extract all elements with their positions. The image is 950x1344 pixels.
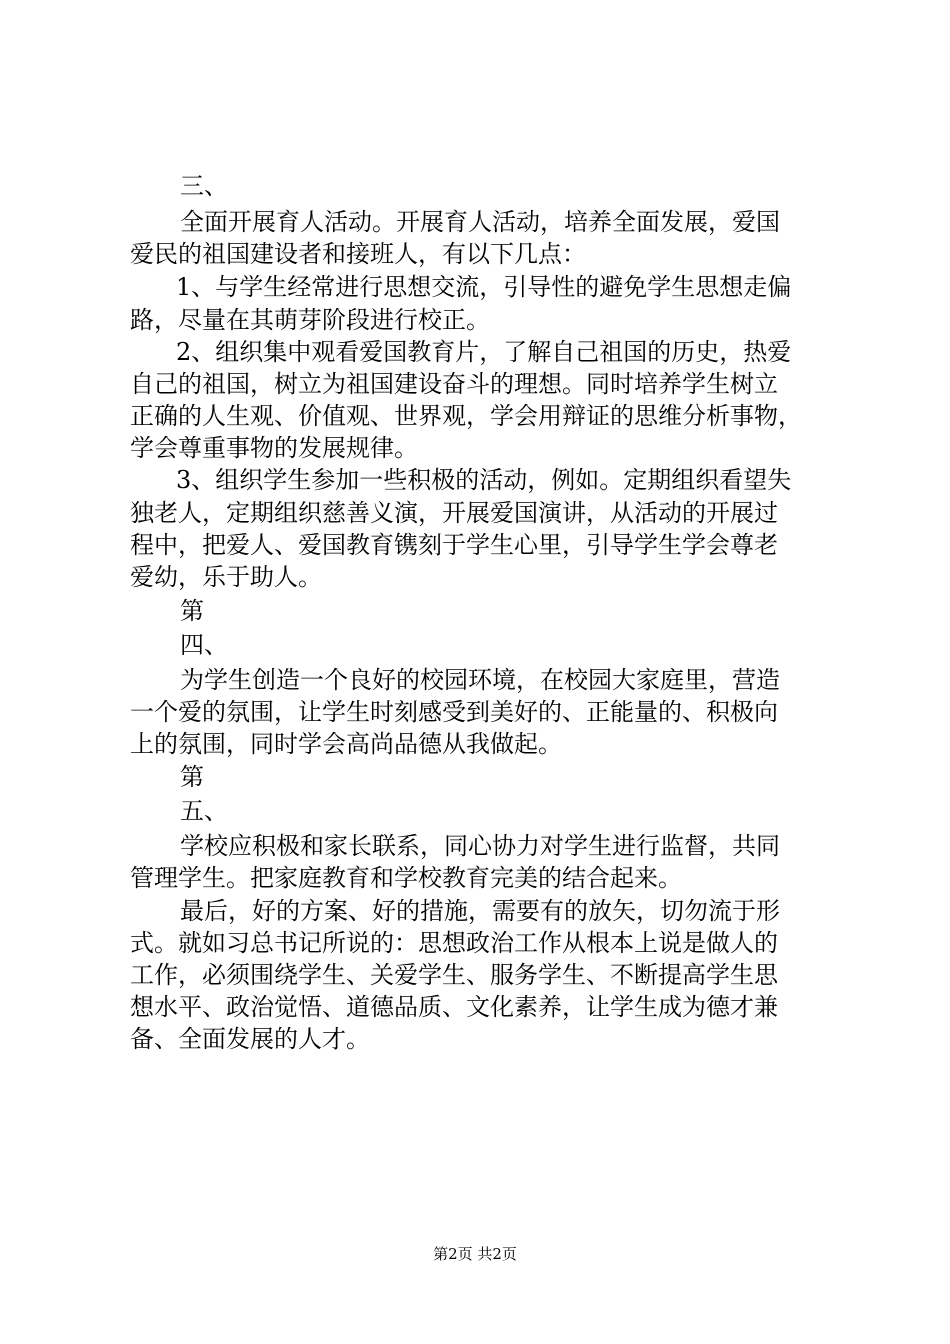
section-prefix: 第 bbox=[180, 763, 204, 791]
paragraph-line: 路，尽量在其萌芽阶段进行校正。 bbox=[130, 306, 490, 334]
paragraph-line: 自己的祖国，树立为祖国建设奋斗的理想。同时培养学生树立 bbox=[130, 370, 778, 398]
paragraph-line: 学校应积极和家长联系，同心协力对学生进行监督，共同 bbox=[180, 832, 780, 860]
paragraph-line: 正确的人生观、价值观、世界观，学会用辩证的思维分析事物， bbox=[130, 402, 802, 430]
paragraph-line: 为学生创造一个良好的校园环境，在校园大家庭里，营造 bbox=[180, 666, 780, 694]
paragraph-line: 想水平、政治觉悟、道德品质、文化素养，让学生成为德才兼 bbox=[130, 993, 778, 1021]
paragraph-line: 程中，把爱人、爱国教育镌刻于学生心里，引导学生学会尊老 bbox=[130, 531, 778, 559]
paragraph-line: 独老人，定期组织慈善义演，开展爱国演讲，从活动的开展过 bbox=[130, 499, 778, 527]
section-heading-three: 三、 bbox=[180, 172, 228, 200]
paragraph-line: 最后，好的方案、好的措施，需要有的放矢，切勿流于形 bbox=[180, 897, 780, 925]
paragraph-line: 上的氛围，同时学会高尚品德从我做起。 bbox=[130, 730, 562, 758]
paragraph-line: 一个爱的氛围，让学生时刻感受到美好的、正能量的、积极向 bbox=[130, 698, 778, 726]
paragraph-line: 工作，必须围绕学生、关爱学生、服务学生、不断提高学生思 bbox=[130, 961, 778, 989]
list-item-2: 2、组织集中观看爱国教育片，了解自己祖国的历史，热爱 bbox=[176, 338, 792, 366]
section-prefix: 第 bbox=[180, 597, 204, 625]
list-item-3: 3、组织学生参加一些积极的活动，例如。定期组织看望失 bbox=[176, 466, 792, 494]
paragraph-line: 式。就如习总书记所说的：思想政治工作从根本上说是做人的 bbox=[130, 929, 778, 957]
paragraph-line: 备、全面发展的人才。 bbox=[130, 1025, 370, 1053]
list-item-1: 1、与学生经常进行思想交流，引导性的避免学生思想走偏 bbox=[176, 273, 792, 301]
paragraph-line: 学会尊重事物的发展规律。 bbox=[130, 434, 418, 462]
paragraph-line: 爱民的祖国建设者和接班人，有以下几点： bbox=[130, 240, 586, 268]
section-heading-five: 五、 bbox=[180, 797, 228, 825]
paragraph-line: 爱幼，乐于助人。 bbox=[130, 563, 322, 591]
page-footer: 第2页 共2页 bbox=[433, 1245, 517, 1263]
paragraph-line: 全面开展育人活动。开展育人活动，培养全面发展，爱国 bbox=[180, 208, 780, 236]
paragraph-line: 管理学生。把家庭教育和学校教育完美的结合起来。 bbox=[130, 864, 682, 892]
section-heading-four: 四、 bbox=[180, 631, 228, 659]
